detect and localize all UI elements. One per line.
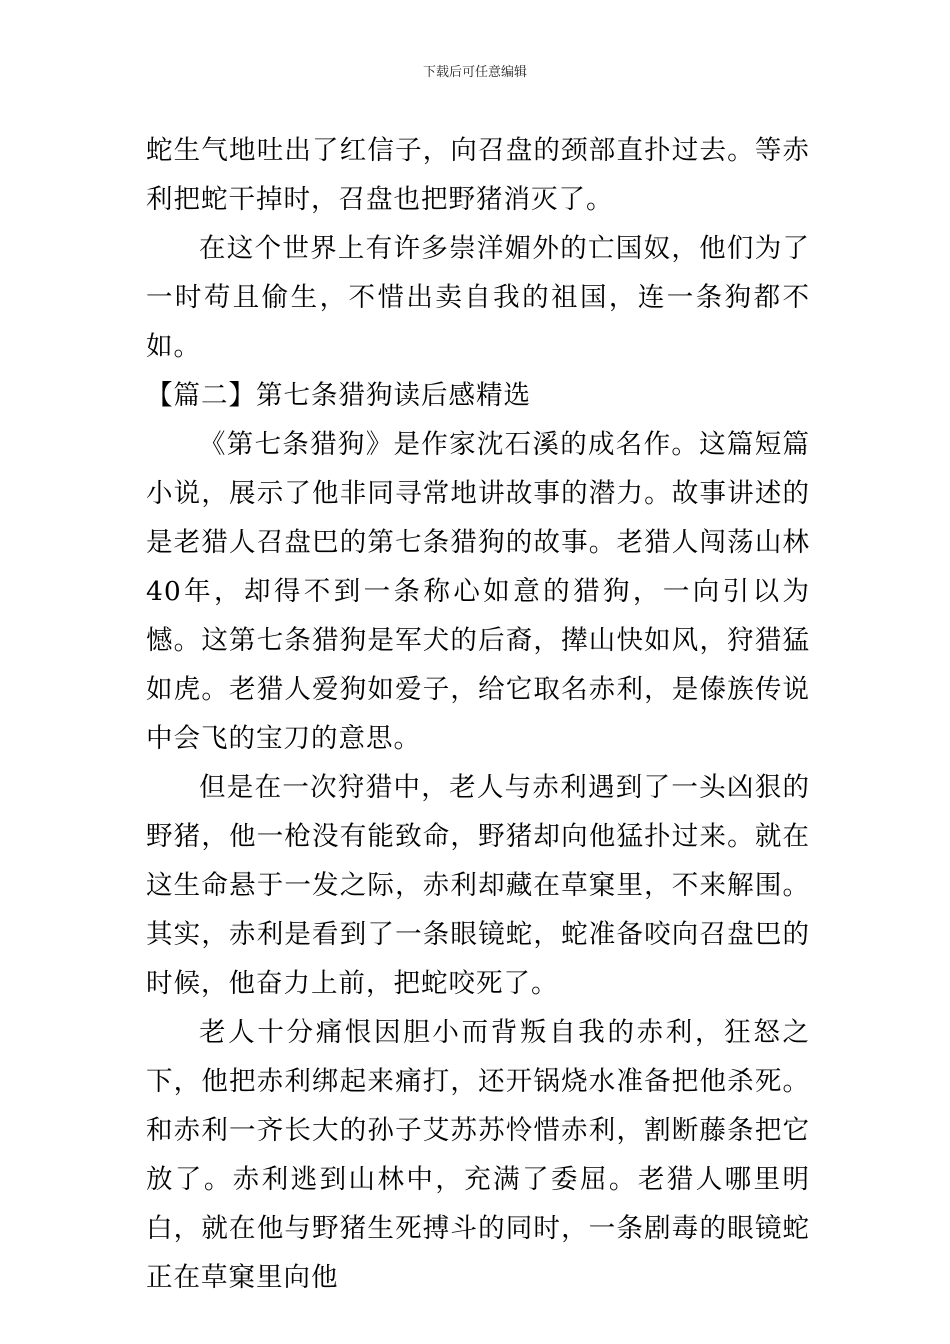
paragraph-5: 老人十分痛恨因胆小而背叛自我的赤利，狂怒之下，他把赤利绑起来痛打，还开锅烧水准备把他杀死。和赤利一齐长大的孙子艾苏苏怜惜赤利，割断藤条把它放了。赤利逃到山林中，充满了委屈。老猎人哪里明白，就在他与野猪生死搏斗的同时，一条剧毒的眼镜蛇正在草窠里向他 xyxy=(146,1017,810,1293)
paragraph-2: 在这个世界上有许多崇洋媚外的亡国奴，他们为了一时苟且偷生，不惜出卖自我的祖国，连一条狗都不如。 xyxy=(146,233,810,362)
section-heading: 【篇二】第七条猎狗读后感精选 xyxy=(146,380,531,411)
paragraph-4: 但是在一次狩猎中，老人与赤利遇到了一头凶狠的野猪，他一枪没有能致命，野猪却向他猛扑过来。就在这生命悬于一发之际，赤利却藏在草窠里，不来解围。其实，赤利是看到了一条眼镜蛇，蛇准备咬向召盘巴的时候，他奋力上前，把蛇咬死了。 xyxy=(146,772,810,999)
paragraph-1: 蛇生气地吐出了红信子，向召盘的颈部直扑过去。等赤利把蛇干掉时，召盘也把野猪消灭了。 xyxy=(146,135,810,215)
document-body xyxy=(146,126,810,1302)
paragraph-3: 《第七条猎狗》是作家沈石溪的成名作。这篇短篇小说，展示了他非同寻常地讲故事的潜力。故事讲述的是老猎人召盘巴的第七条猎狗的故事。老猎人闯荡山林40年，却得不到一条称心如意的猎狗，一向引以为憾。这第七条猎狗是军犬的后裔，撵山快如风，狩猎猛如虎。老猎人爱狗如爱子，给它取名赤利，是傣族传说中会飞的宝刀的意思。 xyxy=(146,429,810,754)
page-header: 下载后可任意编辑 xyxy=(422,65,527,80)
